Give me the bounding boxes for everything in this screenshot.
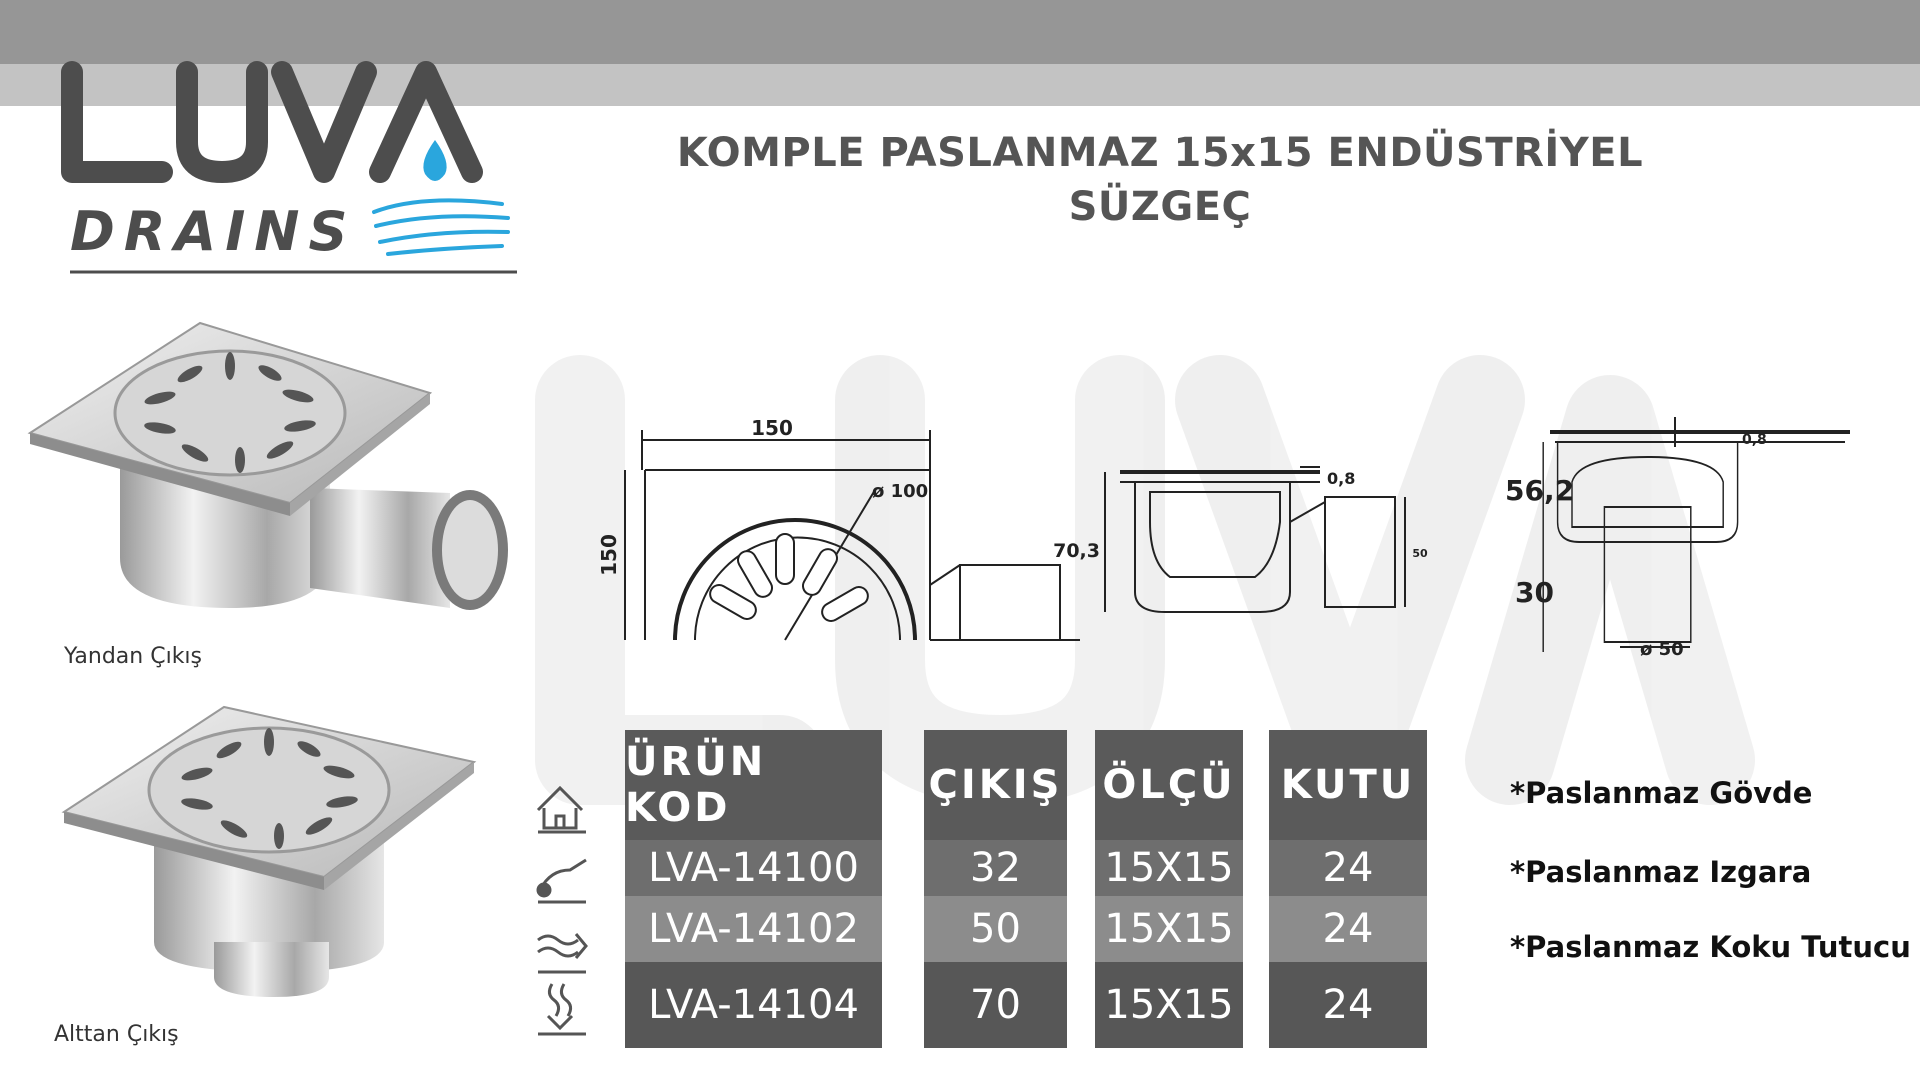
wave-flow-icon bbox=[538, 934, 586, 972]
title-line-1: KOMPLE PASLANMAZ 15x15 ENDÜSTRİYEL bbox=[676, 130, 1644, 176]
table-cell: LVA-14102 bbox=[625, 896, 882, 962]
hose-icon bbox=[538, 860, 586, 902]
table-cell: LVA-14100 bbox=[625, 840, 882, 896]
table-column-product-code bbox=[625, 730, 882, 1048]
dim-thickness: 0,8 bbox=[1742, 432, 1767, 448]
dim-outlet-diameter: ø 50 bbox=[1640, 639, 1684, 660]
technical-drawing-side-section bbox=[1053, 462, 1430, 632]
table-cell: 24 bbox=[1269, 840, 1427, 896]
table-column-size bbox=[1095, 730, 1243, 1048]
feature-icons-column bbox=[530, 780, 594, 1040]
top-bar bbox=[0, 0, 1920, 64]
table-cell: 24 bbox=[1269, 896, 1427, 962]
title-line-2: SÜZGEÇ bbox=[1068, 184, 1252, 230]
dim-diameter: ø 100 bbox=[872, 481, 929, 502]
dim-lower-height: 30 bbox=[1515, 576, 1554, 609]
house-icon bbox=[538, 788, 586, 832]
feature-item: *Paslanmaz Koku Tutucu bbox=[1510, 930, 1911, 964]
table-cell: 50 bbox=[924, 896, 1067, 962]
feature-item: *Paslanmaz Izgara bbox=[1510, 855, 1812, 889]
dim-plate-thickness: 0,8 bbox=[1327, 469, 1356, 488]
table-cell: 15X15 bbox=[1095, 896, 1243, 962]
product-photo-side-outlet bbox=[30, 318, 530, 638]
table-header: ÇIKIŞ bbox=[924, 730, 1067, 840]
water-drop-icon bbox=[423, 140, 446, 181]
table-header: ÜRÜN KOD bbox=[625, 730, 882, 840]
page-title bbox=[640, 126, 1680, 234]
product-photo-bottom-outlet bbox=[64, 702, 484, 1002]
table-cell: 70 bbox=[924, 962, 1067, 1048]
table-cell: LVA-14104 bbox=[625, 962, 882, 1048]
dim-width: 150 bbox=[751, 416, 793, 440]
table-header: ÖLÇÜ bbox=[1095, 730, 1243, 840]
table-cell: 32 bbox=[924, 840, 1067, 896]
dim-upper-height: 56,2 bbox=[1505, 474, 1575, 507]
caption-side-outlet: Yandan Çıkış bbox=[64, 644, 203, 669]
table-cell: 15X15 bbox=[1095, 962, 1243, 1048]
drain-flow-icon bbox=[538, 984, 586, 1034]
dim-body-height: 70,3 bbox=[1053, 540, 1100, 562]
brand-sub: DRAINS bbox=[70, 200, 357, 263]
wave-icon bbox=[374, 200, 508, 254]
feature-item: *Paslanmaz Gövde bbox=[1510, 776, 1813, 810]
dim-outlet: 50 bbox=[1412, 547, 1428, 560]
dim-height: 150 bbox=[597, 534, 621, 576]
table-cell: 15X15 bbox=[1095, 840, 1243, 896]
table-column-outlet bbox=[924, 730, 1067, 1048]
technical-drawing-top-view bbox=[597, 415, 1080, 645]
table-header: KUTU bbox=[1269, 730, 1427, 840]
technical-drawing-bottom-section bbox=[1500, 412, 1770, 662]
luva-drains-logo bbox=[62, 62, 522, 282]
table-column-box bbox=[1269, 730, 1427, 1048]
table-cell: 24 bbox=[1269, 962, 1427, 1048]
caption-bottom-outlet: Alttan Çıkış bbox=[54, 1022, 179, 1047]
